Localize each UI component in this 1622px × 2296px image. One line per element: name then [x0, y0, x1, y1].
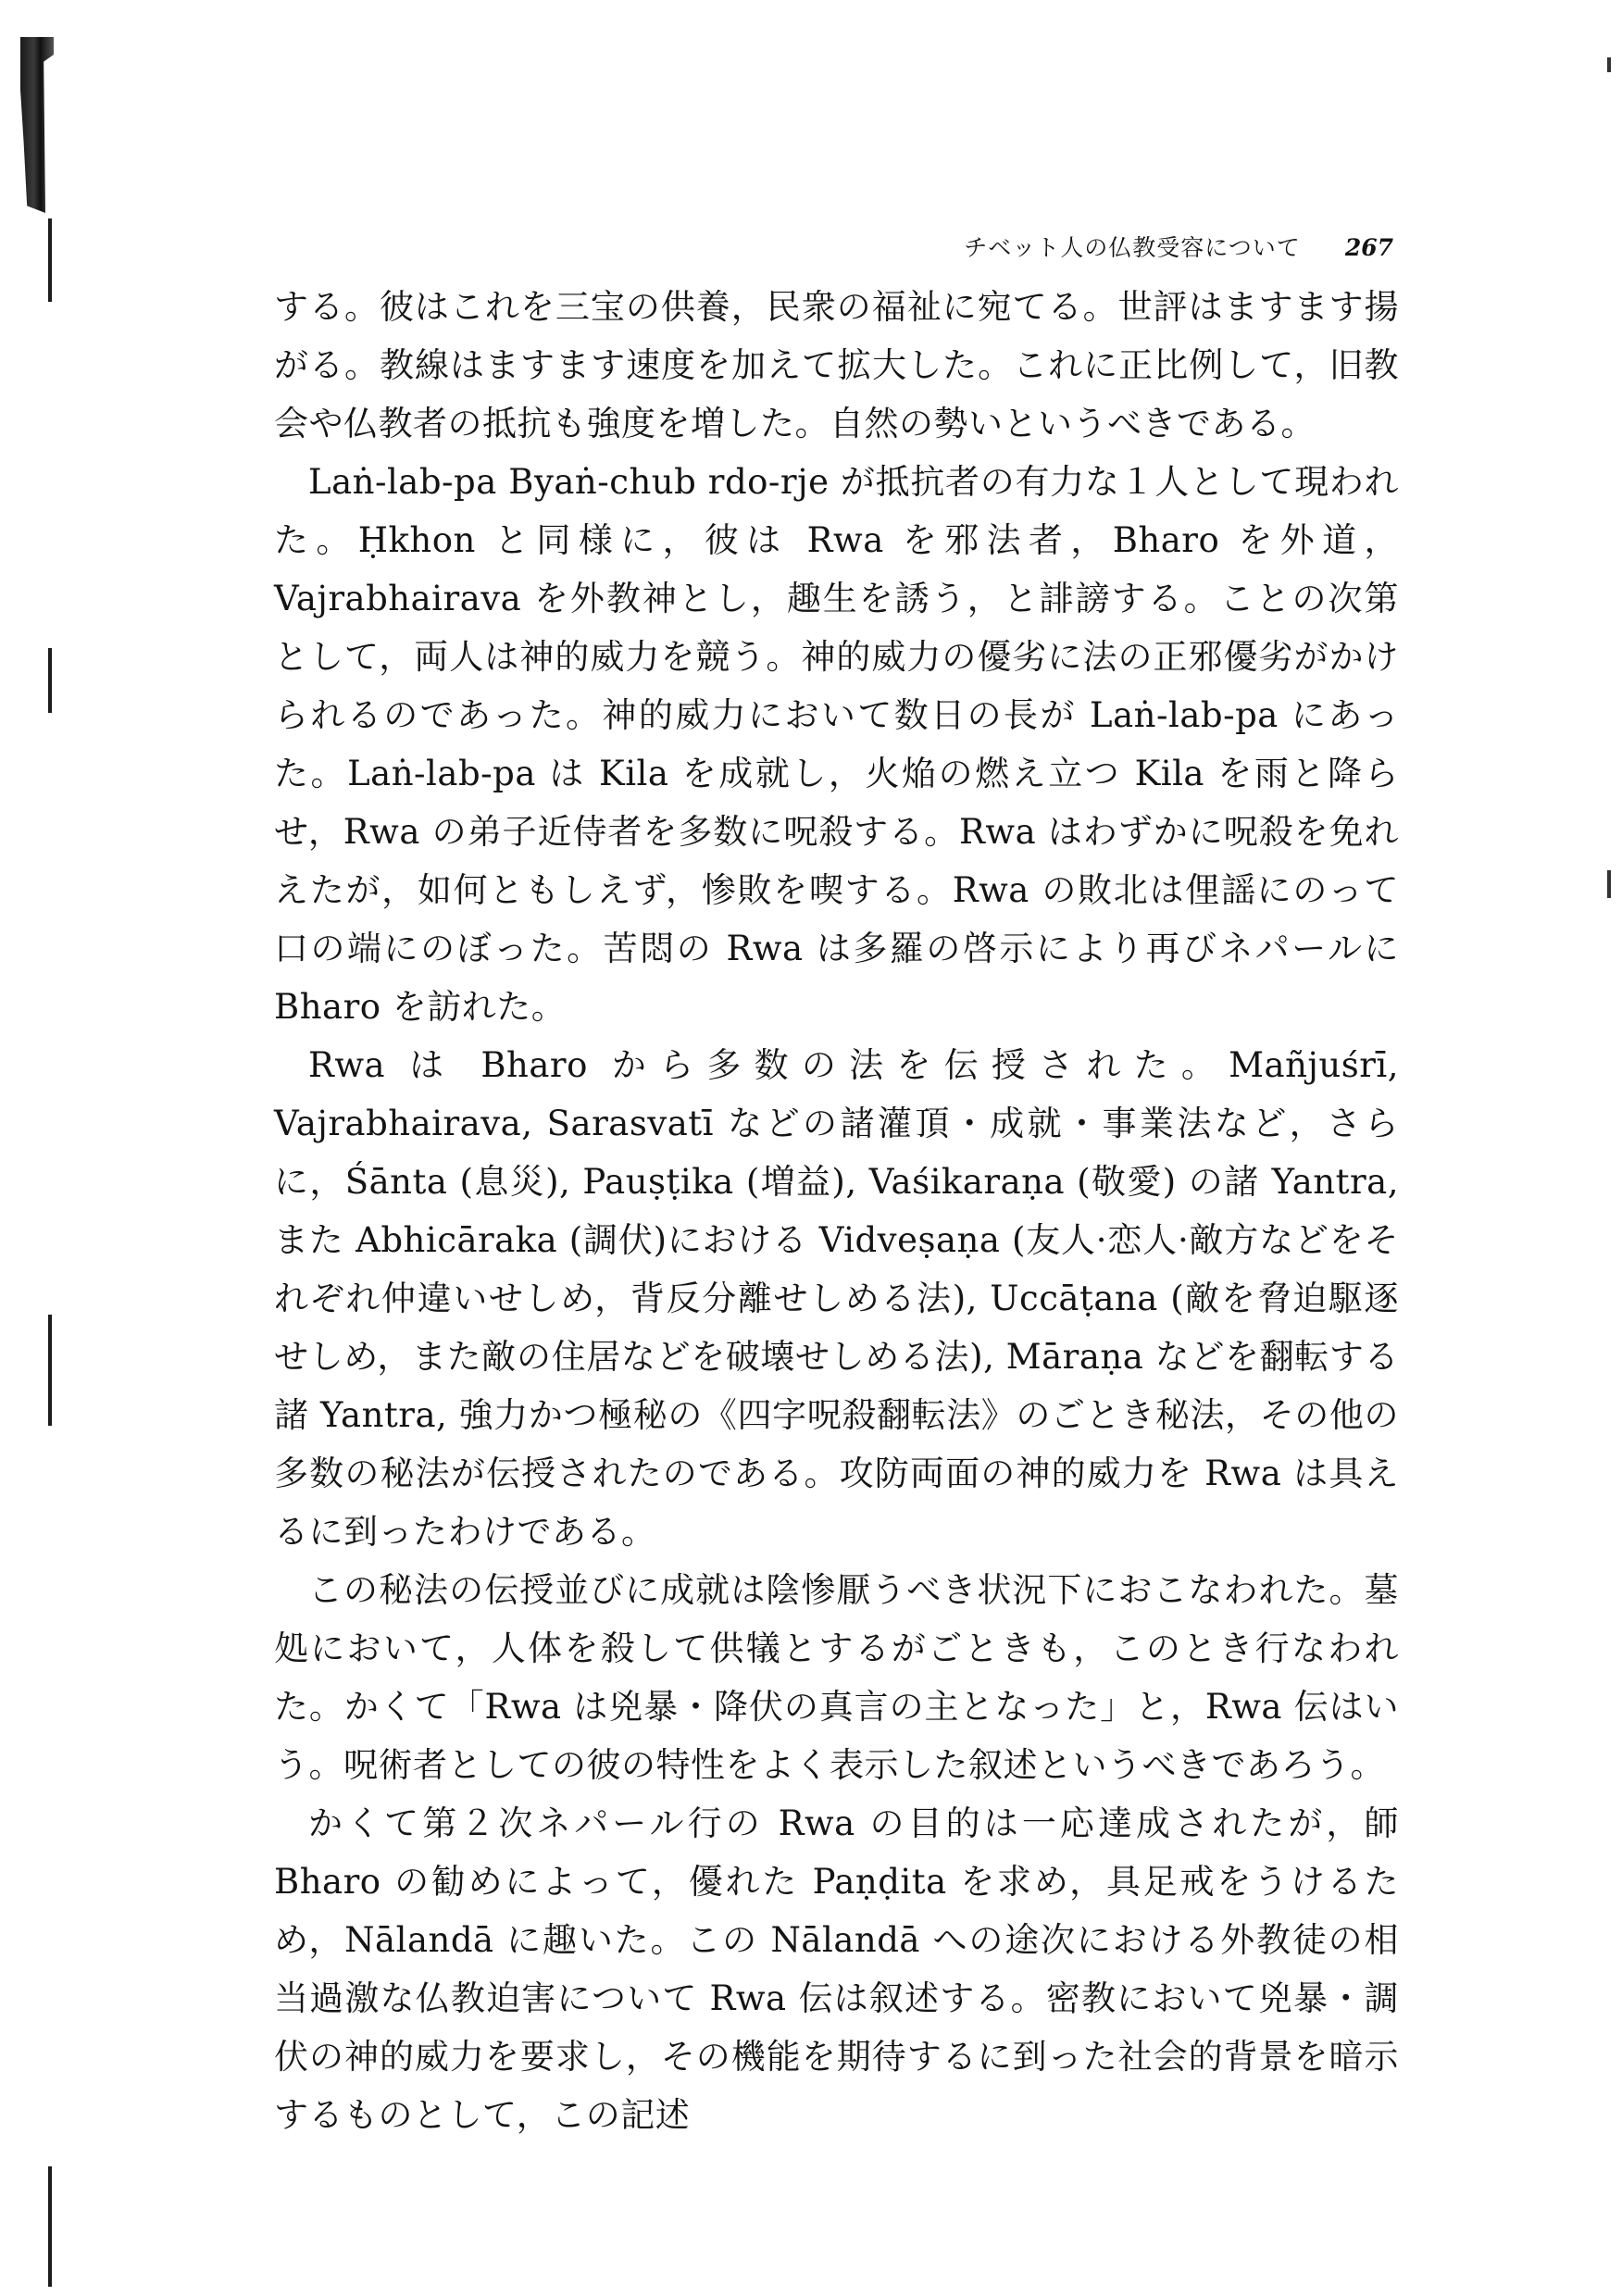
binding-line-mid [48, 648, 52, 713]
paragraph: する。彼はこれを三宝の供養，民衆の福祉に宛てる。世評はますます揚がる。教線はますます速度を加えて拡大した。これに正比例して，旧教会や仏教者の抵抗も強度を増した。自然の勢いというべきである。 [274, 287, 1399, 443]
edge-mark [1607, 870, 1611, 898]
paragraph: この秘法の伝授並びに成就は陰惨厭うべき状況下におこなわれた。墓処において，人体を殺して供犠とするがごときも，このとき行なわれた。かくて「Rwa は兇暴・降伏の真言の主となった」と，Rwa 伝はいう。呪術者としての彼の特性をよく表示した叙述というべきであろう。 [274, 1570, 1399, 1785]
paragraph: Laṅ-lab-pa Byaṅ-chub rdo-rje が抵抗者の有力な１人として現われた。Ḥkhon と同様に，彼は Rwa を邪法者，Bharo を外道，Vajrabhairava を外教神とし，趣生を誘う，と誹謗する。ことの次第として，両人は神的威力を競う。神的威力の優劣に法の正邪優劣がかけられるのであった。神的威力において数日の長が Laṅ-lab-pa にあった。Laṅ-lab-pa は Kila を成就し，火焔の燃え立つ Kila を雨と降らせ，Rwa の弟子近侍者を多数に呪殺する。Rwa はわずかに呪殺を免れえたが，如何ともしえず，惨敗を喫する。Rwa の敗北は俚謡にのって口の端にのぼった。苦悶の Rwa は多羅の啓示により再びネパールに Bharo を訪れた。 [274, 462, 1399, 1027]
body-text [274, 278, 1399, 2144]
binding-line-bottom [48, 2166, 52, 2287]
paragraph: かくて第２次ネパール行の Rwa の目的は一応達成されたが，師 Bharo の勧めによって，優れた Paṇḍita を求め，具足戒をうけるため，Nālandā に趣いた。この Nālandā への途次における外教徒の相当過激な仏教迫害について Rwa 伝は叙述する。密教において兇暴・調伏の神的威力を要求し，その機能を期待するに到った社会的背景を暗示するものとして，この記述 [274, 1803, 1399, 2135]
binding-shadow [20, 37, 54, 213]
page-number: 267 [1344, 234, 1393, 261]
edge-mark [1607, 57, 1611, 72]
running-title: チベット人の仏教受容について [964, 234, 1301, 261]
paragraph: Rwa は Bharo から多数の法を伝授された。Mañjuśrī, Vajrabhairava, Sarasvatī などの諸灌頂・成就・事業法など，さらに，Śānta (息災), Pauṣṭika (増益), Vaśikaraṇa (敬愛) の諸 Yantra, また Abhicāraka (調伏)における Vidveṣaṇa (友人·恋人·敵方などをそれぞれ仲違いせしめ，背反分離せしめる法), Uccāṭana (敵を脅迫駆逐せしめ，また敵の住居などを破壊せしめる法), Māraṇa などを翻転する諸 Yantra, 強力かつ極秘の《四字呪殺翻転法》のごとき秘法，その他の多数の秘法が伝授されたのである。攻防両面の神的威力を Rwa は具えるに到ったわけである。 [274, 1045, 1399, 1552]
binding-line-lower [48, 1315, 52, 1426]
running-header [912, 230, 1393, 267]
binding-line-top [48, 218, 52, 302]
